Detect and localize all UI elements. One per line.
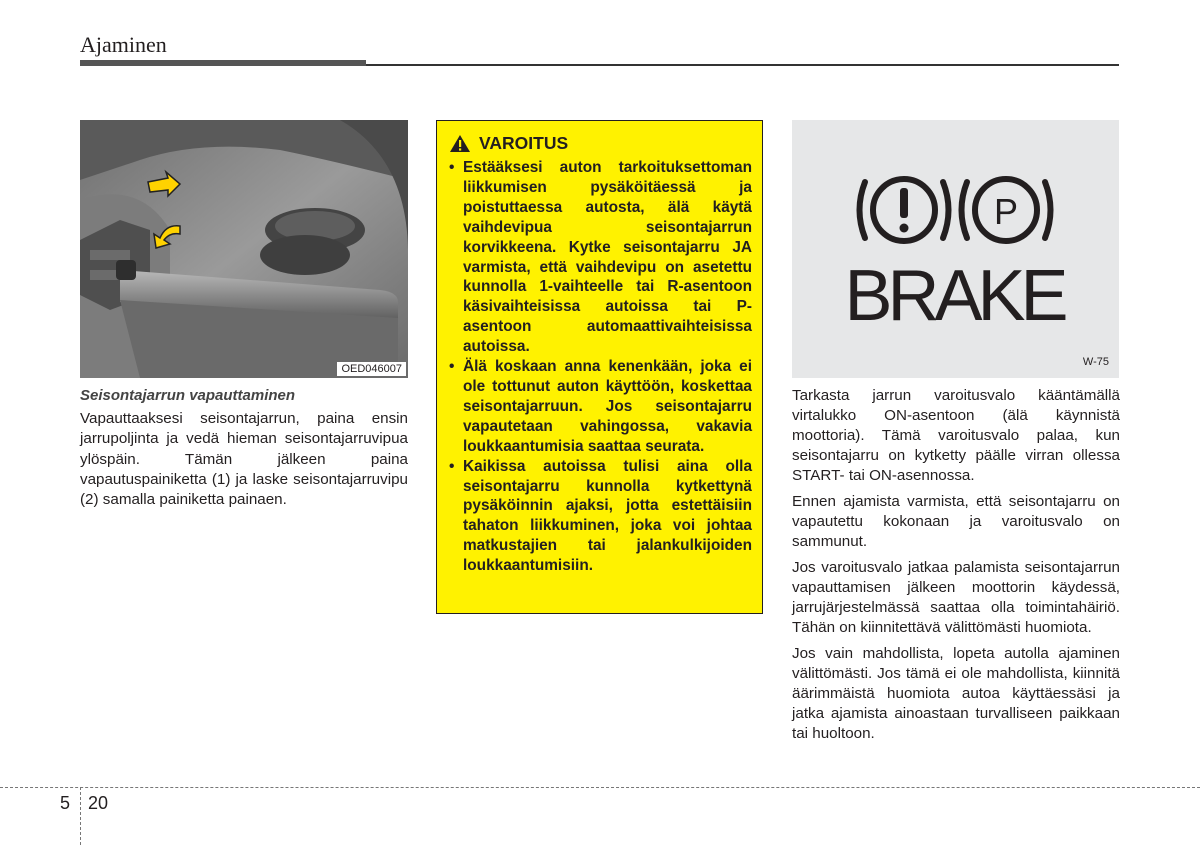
warning-item bbox=[449, 357, 752, 457]
right-column-text bbox=[792, 386, 1120, 750]
section-number: 5 bbox=[60, 793, 71, 813]
warning-item bbox=[449, 158, 752, 357]
warning-list bbox=[449, 158, 752, 576]
footer-rule bbox=[0, 787, 1200, 788]
header-bar bbox=[80, 60, 366, 66]
right-paragraph: Ennen ajamista varmista, että seisontajarru on vapautettu kokonaan ja varoitusvalo on sammunut. bbox=[792, 493, 1120, 550]
bullet: • bbox=[449, 358, 455, 376]
warning-item-text: Älä koskaan anna kenenkään, joka ei ole tottunut auton käyttöön, koskettaa seisontajarruun. Jos seisontajarru vapautetaan vahingossa, vakavia loukkaantumisia saattaa seurata. bbox=[463, 358, 752, 455]
brake-label: BRAKE bbox=[844, 256, 1064, 336]
right-paragraph: Tarkasta jarrun varoitusvalo kääntämällä virtalukko ON-asentoon (älä käynnistä moottoria). Tämä varoitusvalo palaa, kun seisontajarru on kytketty päälle virran ollessa START- tai ON-asennossa. bbox=[792, 387, 1120, 484]
warning-title-row bbox=[449, 133, 752, 154]
warning-title: VAROITUS bbox=[479, 133, 569, 153]
right-paragraph: Jos varoitusvalo jatkaa palamista seisontajarrun vapauttamisen jälkeen moottorin käydessä, jarrujärjestelmässä saattaa olla toimintahäiriö. Tähän on kiinnitettävä välittömästi huomiota. bbox=[792, 559, 1120, 636]
page-number: 20 bbox=[88, 793, 109, 813]
photo-code: OED046007 bbox=[337, 362, 406, 376]
footer-divider bbox=[80, 787, 81, 845]
bullet: • bbox=[449, 457, 455, 475]
parking-brake-photo bbox=[80, 120, 408, 378]
brake-warning-light-illustration bbox=[792, 120, 1119, 378]
illustration-code: W-75 bbox=[1082, 356, 1109, 368]
warning-item-text: Kaikissa autoissa tulisi aina olla seisontajarru kunnolla kytkettynä pysäköinnin ajaksi, jotta estettäisiin tahaton liikkuminen, joka voi johtaa matkustajien tai jalankulkijoiden loukkaantumisiin. bbox=[463, 457, 752, 575]
left-column-text bbox=[80, 386, 408, 516]
header-title: Ajaminen bbox=[80, 32, 167, 57]
warning-item bbox=[449, 457, 752, 576]
warning-item-text: Estääksesi auton tarkoituksettoman liikkumisen pysäköitäessä ja poistuttaessa autosta, älä käytä vaihdevipua seisontajarrun korvikkeena. Kytke seisontajarru JA varmista, että vaihdevipu on asetettu kunnolla 1-vaihteelle tai R-asentoon käsivaihteisissa autoissa tai P-asentoon automaattivaihteisissa autoissa. bbox=[463, 159, 752, 356]
bullet: • bbox=[449, 159, 455, 176]
header-rule bbox=[366, 64, 1119, 66]
warning-triangle-icon bbox=[449, 134, 471, 153]
svg-text:P: P bbox=[993, 191, 1019, 232]
left-body-paragraph: Vapauttaaksesi seisontajarrun, paina ensin jarrupoljinta ja vedä hieman seisontajarruvipua ylöspäin. Tämän jälkeen paina vapautuspainiketta (1) ja laske seisontajarruvipu (2) samalla painiketta painaen. bbox=[80, 410, 408, 509]
warning-box bbox=[436, 120, 763, 614]
photo-caption: Seisontajarrun vapauttaminen bbox=[80, 387, 296, 404]
right-paragraph: Jos vain mahdollista, lopeta autolla ajaminen välittömästi. Jos tämä ei ole mahdollista, kiinnitä äärimmäistä huomiota autoa käyttäessäsi ja jatka ajamista ainoastaan turvalliseen paikkaan tai huoltoon. bbox=[792, 645, 1120, 742]
